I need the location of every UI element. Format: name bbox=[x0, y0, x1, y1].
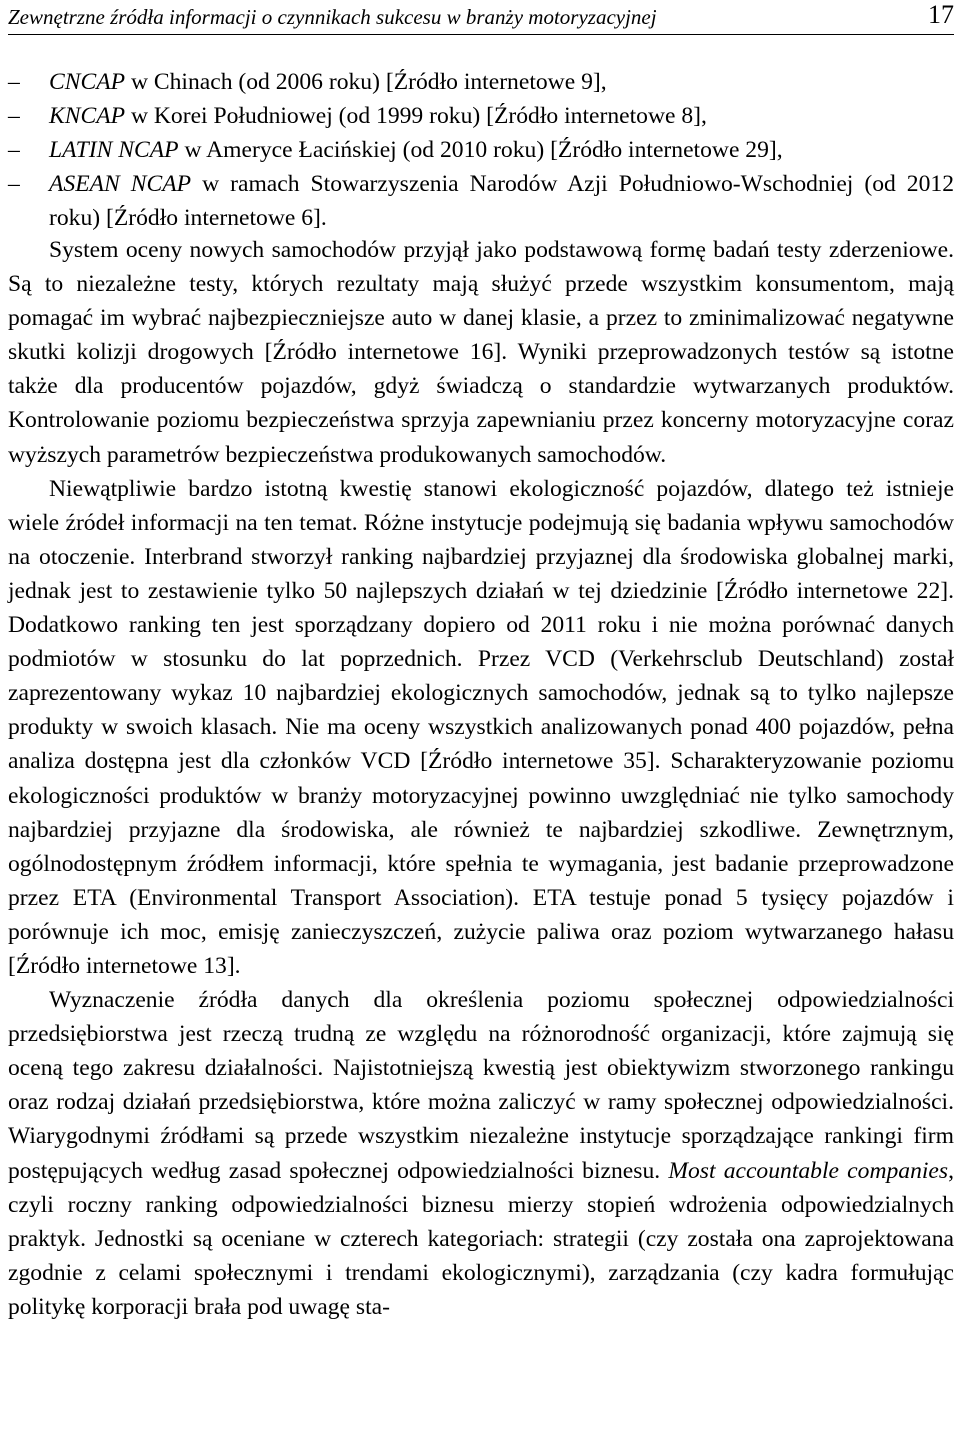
paragraph-text: , czyli roczny ranking odpowiedzialności biznesu mierzy stopień wdrożenia odpowiedzialnych praktyk. Jednostki są oceniane w czterech kategoriach: strategii (czy została ona zaprojektowana zgodnie z celami społecznymi i trendami ekologicznymi), zarządzania (czy kadra formułując politykę korporacji brała pod uwagę sta- bbox=[8, 1157, 954, 1320]
ncap-list bbox=[8, 65, 954, 235]
list-item-text: w Chinach (od 2006 roku) [Źródło internetowe 9], bbox=[125, 69, 607, 95]
dash-bullet: – bbox=[8, 137, 20, 164]
dash-bullet: – bbox=[8, 103, 20, 130]
dash-bullet: – bbox=[8, 69, 20, 95]
list-item-name: CNCAP bbox=[49, 69, 126, 95]
list-item bbox=[8, 167, 954, 235]
list-item-text: w Korei Południowej (od 1999 roku) [Źródło internetowe 8], bbox=[125, 103, 707, 130]
header-title: Zewnętrzne źródła informacji o czynnikach sukcesu w branży motoryzacyjnej bbox=[8, 5, 657, 29]
list-item bbox=[8, 99, 954, 133]
list-item-name: LATIN NCAP bbox=[49, 137, 179, 164]
body-text bbox=[8, 233, 954, 1324]
running-header bbox=[8, 0, 954, 35]
list-item-name: KNCAP bbox=[49, 103, 126, 130]
paragraph: System oceny nowych samochodów przyjął jako podstawową formę badań testy zderzeniowe. Są to niezależne testy, których rezultaty mają służyć przede wszystkim konsumentom, mają pomagać im wybrać najbezpieczniejsze auto w danej klasie, a przez to zminimalizować negatywne skutki kolizji drogowych [Źródło internetowe 16]. Wyniki przeprowadzonych testów są istotne także dla producentów pojazdów, gdyż świadczą o standardzie wytwarzanych produktów. Kontrolowanie poziomu bezpieczeństwa sprzyja zapewnianiu przez koncerny motoryzacyjne coraz wyższych parametrów bezpieczeństwa produkowanych samochodów. bbox=[8, 237, 954, 468]
list-item bbox=[8, 65, 954, 99]
paragraph-italic-text: Most accountable companies bbox=[668, 1157, 949, 1184]
list-item bbox=[8, 133, 954, 167]
list-item-name: ASEAN NCAP bbox=[49, 171, 192, 198]
paragraph bbox=[8, 983, 954, 1324]
paragraph-text: Wyznaczenie źródła danych dla określenia poziomu społecznej odpowiedzialności przedsiębiorstwa jest rzeczą trudną ze względu na różnorodność organizacji, które zajmują się oceną tego zakresu działalności. Najistotniejszą kwestią jest obiektywizm stworzonego rankingu oraz rodzaj działań przedsiębiorstwa, które można zaliczyć w ramy społecznej odpowiedzialności. Wiarygodnymi źródłami są przede wszystkim niezależne instytucje sporządzające rankingi firm postępujących według zasad społecznej odpowiedzialności biznesu. bbox=[8, 987, 954, 1184]
dash-bullet: – bbox=[8, 171, 20, 198]
list-item-text: w ramach Stowarzyszenia Narodów Azji Południowo-Wschodniej (od 2012 roku) [Źródło internetowe 6]. bbox=[49, 171, 954, 232]
list-item-text: w Ameryce Łacińskiej (od 2010 roku) [Źródło internetowe 29], bbox=[178, 137, 783, 164]
paragraph: Niewątpliwie bardzo istotną kwestię stanowi ekologiczność pojazdów, dlatego też istnieje wiele źródeł informacji na ten temat. Różne instytucje podejmują się badania wpływu samochodów na otoczenie. Interbrand stworzył ranking najbardziej przyjaznej dla środowiska globalnej marki, jednak jest to zestawienie tylko 50 najlepszych działań w tej dziedzinie [Źródło internetowe 22]. Dodatkowo ranking ten jest sporządzany dopiero od 2011 roku i nie można porównać danych podmiotów w stosunku do lat poprzednich. Przez VCD (Verkehrsclub Deutschland) został zaprezentowany wykaz 10 najbardziej ekologicznych samochodów, jednak są to tylko najlepsze produkty w swoich klasach. Nie ma oceny wszystkich analizowanych ponad 400 pojazdów, pełna analiza dostępna jest dla członków VCD [Źródło internetowe 35]. Scharakteryzowanie poziomu ekologiczności produktów w branży motoryzacyjnej powinno uwzględniać nie tylko samochody najbardziej przyjazne dla środowiska, ale również te najbardziej szkodliwe. Zewnętrznym, ogólnodostępnym źródłem informacji, które spełnia te wymagania, jest badanie przeprowadzone przez ETA (Environmental Transport Association). ETA testuje ponad 5 tysięcy pojazdów i porównuje ich moc, emisję zanieczyszczeń, zużycie paliwa oraz poziom wytwarzanego hałasu [Źródło internetowe 13]. bbox=[8, 475, 954, 979]
document-page bbox=[8, 0, 954, 1440]
page-number: 17 bbox=[928, 0, 954, 29]
